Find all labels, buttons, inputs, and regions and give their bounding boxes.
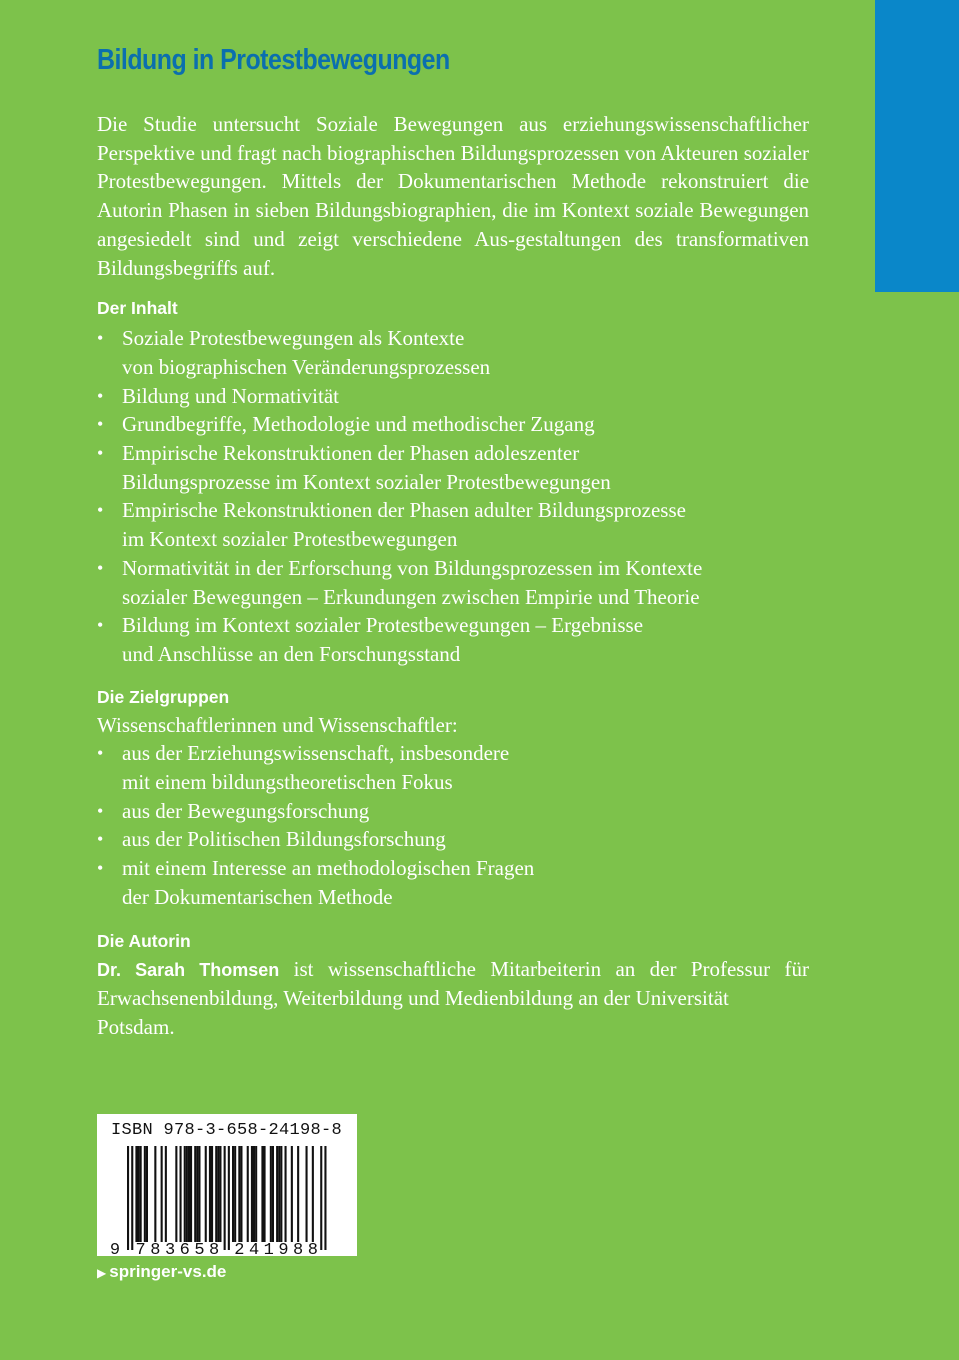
list-item: • aus der Erziehungswissenschaft, insbesondere mit einem bildungstheoretischen Fokus — [97, 741, 510, 795]
author-text: Potsdam. — [97, 1014, 175, 1039]
section-heading-autorin: Die Autorin — [97, 930, 191, 951]
list-item: • Empirische Rekonstruktionen der Phasen adoleszenter Bildungsprozesse im Kontext sozialer Protestbewegungen — [97, 441, 611, 494]
barcode-bar — [224, 1146, 226, 1250]
barcode-bar — [320, 1146, 322, 1250]
barcode-bar — [261, 1146, 263, 1242]
barcode-bar — [184, 1146, 186, 1242]
barcode-bar — [135, 1146, 137, 1242]
intro-line: Kontext soziale Bewegungen angesiedelt sind und zeigt verschiedene Aus- — [97, 198, 810, 251]
list-item: • Soziale Protestbewegungen als Kontexte von biographischen Veränderungsprozessen — [97, 326, 491, 379]
barcode-bar — [196, 1146, 198, 1242]
barcode-digit: 3 — [164, 1241, 176, 1256]
barcode-bar — [232, 1146, 234, 1242]
barcode-bar — [190, 1146, 192, 1242]
barcode-bar — [138, 1146, 140, 1242]
bullet-icon: • — [97, 328, 104, 349]
list-item: • Empirische Rekonstruktionen der Phasen adulter Bildungsprozesse im Kontext sozialer Protestbewegungen — [97, 498, 686, 552]
author-text: Erwachsenenbildung, Weiterbildung und Medienbildung an der Universität — [97, 986, 729, 1011]
barcode-bar — [140, 1146, 142, 1242]
barcode-bar — [194, 1146, 196, 1242]
intro-line: rekonstruiert die Autorin Phasen in sieben Bildungsbiographien, die im — [97, 169, 810, 223]
barcode-digit: 5 — [194, 1241, 205, 1256]
barcode-bar — [211, 1146, 213, 1242]
barcode-bar — [312, 1146, 314, 1242]
barcode-digit: 9 — [278, 1241, 289, 1256]
bullet-icon: • — [97, 443, 104, 464]
arrow-right-icon: ▶ — [97, 1266, 107, 1280]
zielgruppen-list — [97, 739, 809, 911]
barcode-bar — [175, 1146, 177, 1242]
page-title: Bildung in Protestbewegungen — [97, 44, 450, 76]
side-color-tab — [875, 0, 959, 292]
intro-line: Perspektive und fragt nach biographischen Bildungsprozessen von Akteuren — [97, 140, 739, 165]
barcode-bar — [240, 1146, 242, 1242]
bullet-icon: • — [97, 743, 104, 764]
bullet-icon: • — [97, 557, 104, 578]
barcode-digit: 8 — [307, 1241, 318, 1256]
section-heading-inhalt: Der Inhalt — [97, 298, 178, 319]
website-label: springer-vs.de — [109, 1262, 227, 1281]
list-item: • Bildung im Kontext sozialer Protestbewegungen – Ergebnisse und Anschlüsse an den Forschungsstand — [97, 613, 644, 666]
barcode-digit: 1 — [263, 1241, 274, 1256]
barcode-bar — [228, 1146, 230, 1250]
intro-line: sozialer Protestbewegungen. Mittels der Dokumentarischen Methode — [97, 140, 810, 194]
barcode-digit: 7 — [135, 1241, 146, 1256]
intro-line: gestaltungen des transformativen Bildungsbegriffs auf. — [97, 226, 809, 280]
list-item: • Bildung und Normativität — [97, 382, 809, 411]
author-text: ist wissenschaftliche Mitarbeiterin an der Professur für — [279, 956, 809, 981]
list-item: • mit einem Interesse an methodologischen Fragen der Dokumentarischen Methode — [97, 856, 535, 909]
barcode-bar — [209, 1146, 211, 1242]
barcode-bar — [161, 1146, 163, 1242]
barcode-bar — [324, 1146, 326, 1250]
bullet-icon: • — [97, 414, 104, 435]
barcode-bar — [131, 1146, 133, 1250]
barcode-digit: 8 — [293, 1241, 304, 1256]
barcode-bar — [146, 1146, 148, 1242]
barcode-digit: 6 — [179, 1241, 190, 1256]
barcode-bar — [247, 1146, 249, 1242]
barcode-bar — [238, 1146, 240, 1242]
inhalt-list — [97, 324, 809, 668]
barcode-bar — [255, 1146, 257, 1242]
barcode-bar — [253, 1146, 255, 1242]
intro-paragraph — [97, 110, 809, 282]
barcode-bar — [270, 1146, 272, 1242]
barcode-bar — [306, 1146, 308, 1242]
barcode-bar — [180, 1146, 182, 1242]
barcode-bar — [217, 1146, 219, 1242]
barcode-bar — [219, 1146, 221, 1242]
section-heading-zielgruppen: Die Zielgruppen — [97, 686, 230, 707]
barcode-bar — [280, 1146, 282, 1242]
barcode-bar — [165, 1146, 167, 1242]
barcode-bar — [297, 1146, 299, 1242]
barcode-bar — [154, 1146, 156, 1242]
list-item: • Normativität in der Erforschung von Bildungsprozessen im Kontexte sozialer Bewegungen – Erkundungen zwischen Empirie und Theorie — [97, 555, 703, 609]
bullet-icon: • — [97, 615, 104, 636]
barcode-bar — [215, 1146, 217, 1242]
barcode-bar — [205, 1146, 207, 1242]
intro-line: Die Studie untersucht Soziale Bewegungen aus erziehungswissenschaftlicher — [97, 112, 809, 136]
barcode-bar — [285, 1146, 287, 1242]
isbn-label: ISBN 978-3-658-24198-8 — [111, 1121, 343, 1140]
barcode-bar — [264, 1146, 266, 1242]
barcode-bar — [276, 1146, 278, 1242]
barcode-bar — [127, 1146, 129, 1250]
barcode-digit: 2 — [234, 1241, 245, 1256]
barcode-digit: 9 — [109, 1241, 121, 1256]
barcode-bar — [234, 1146, 236, 1242]
barcode-bar — [198, 1146, 200, 1242]
barcode-bar — [186, 1146, 188, 1242]
website-link[interactable] — [97, 1262, 226, 1282]
bullet-icon: • — [97, 385, 104, 406]
barcode-bar — [272, 1146, 274, 1242]
list-item: • aus der Politischen Bildungsforschung — [97, 825, 809, 854]
bullet-icon: • — [97, 858, 104, 879]
author-paragraph — [97, 955, 809, 1042]
bullet-icon: • — [97, 800, 104, 821]
list-item: • Grundbegriffe, Methodologie und methodischer Zugang — [97, 410, 809, 439]
barcode-bar — [251, 1146, 253, 1242]
isbn-barcode — [97, 1114, 357, 1256]
barcode-digit: 8 — [209, 1241, 220, 1256]
author-name: Dr. Sarah Thomsen — [97, 959, 280, 980]
zielgruppen-lead: Wissenschaftlerinnen und Wissenschaftler: — [97, 712, 458, 737]
barcode-bar — [188, 1146, 190, 1242]
bullet-icon: • — [97, 500, 104, 521]
barcode-digit: 8 — [150, 1241, 161, 1256]
barcode-bar — [144, 1146, 146, 1242]
barcode-graphic — [97, 1114, 357, 1256]
list-item: • aus der Bewegungsforschung — [97, 797, 809, 826]
back-cover-content — [97, 110, 809, 1042]
barcode-bar — [278, 1146, 280, 1242]
barcode-digit: 4 — [248, 1241, 260, 1256]
barcode-bar — [291, 1146, 293, 1242]
bullet-icon: • — [97, 829, 104, 850]
